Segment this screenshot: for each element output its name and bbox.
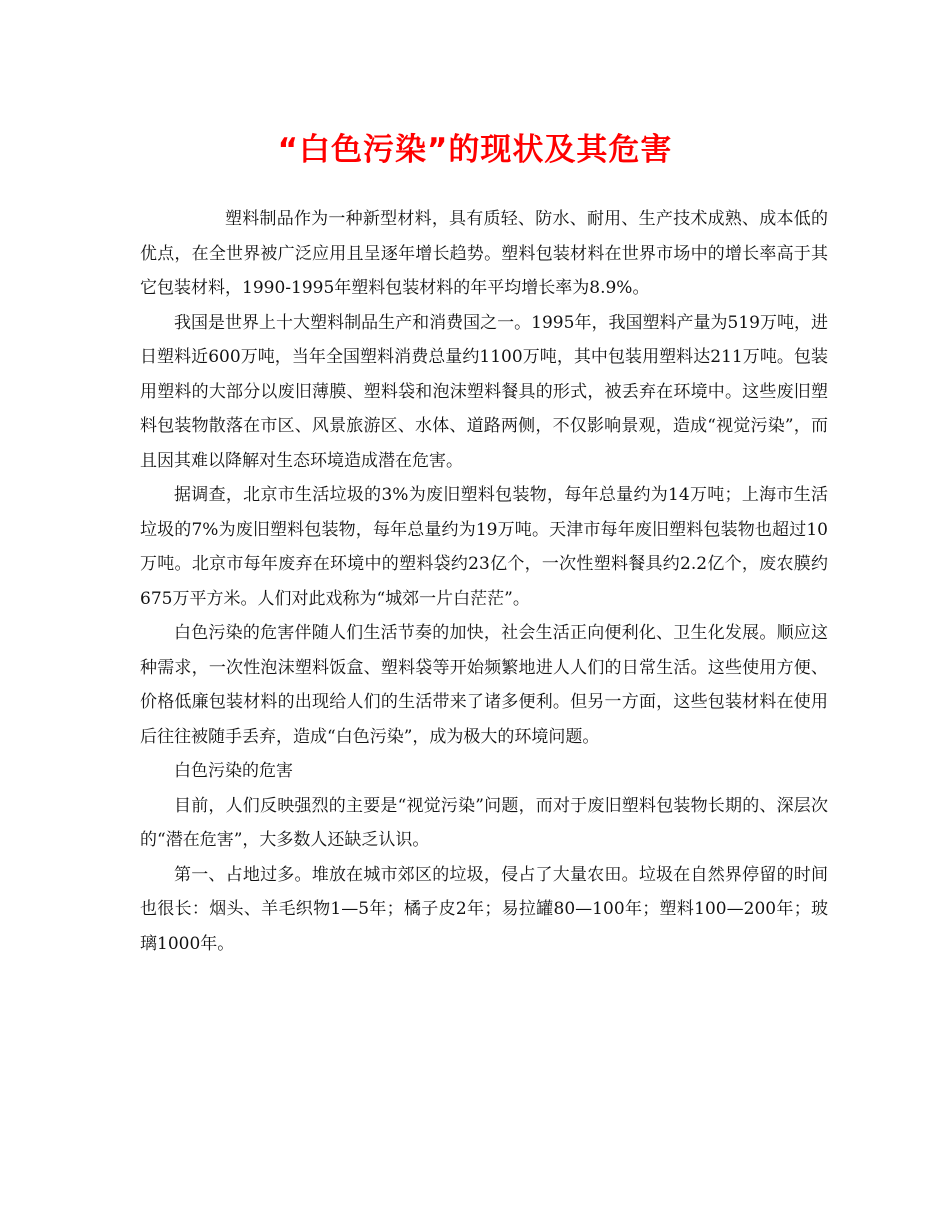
paragraph-plastic-materials: 塑料制品作为一种新型材料，具有质轻、防水、耐用、生产技术成熟、成本低的优点，在全世界被广泛应用且呈逐年增长趋势。塑料包装材料在世界市场中的增长率高于其它包装材料，1990-1995年塑料包装材料的年平均增长率为8.9%。 (140, 209, 828, 298)
paragraph-awareness: 目前，人们反映强烈的主要是“视觉污染”问题，而对于废旧塑料包装物长期的、深层次的“潜在危害”，大多数人还缺乏认识。 (140, 795, 828, 850)
paragraph-china-consumption: 我国是世界上十大塑料制品生产和消费国之一。1995年，我国塑料产量为519万吨，进日塑料近600万吨，当年全国塑料消费总量约1100万吨，其中包装用塑料达211万吨。包装用塑料的大部分以废旧薄膜、塑料袋和泡沫塑料餐具的形式，被丢弃在环境中。这些废旧塑料包装物散落在市区、风景旅游区、水体、道路两侧，不仅影响景观，造成“视觉污染”，而且因其难以降解对生态环境造成潜在危害。 (140, 312, 828, 471)
section-heading-harm: 白色污染的危害 (174, 761, 293, 781)
paragraph-harm-intro: 白色污染的危害伴随人们生活节奏的加快，社会生活正向便利化、卫生化发展。顺应这种需求，一次性泡沫塑料饭盒、塑料袋等开始频繁地进人人们的日常生活。这些使用方便、价格低廉包装材料的出现给人们的生活带来了诸多便利。但另一方面，这些包装材料在使用后往往被随手丢弃，造成“白色污染”，成为极大的环境问题。 (140, 623, 828, 747)
document-title: “白色污染”的现状及其危害 (277, 132, 673, 168)
paragraph-land-use: 第一、占地过多。堆放在城市郊区的垃圾，侵占了大量农田。垃圾在自然界停留的时间也很长：烟头、羊毛织物1—5年；橘子皮2年；易拉罐80—100年；塑料100—200年；玻璃1000年。 (140, 864, 828, 954)
paragraph-survey: 据调查，北京市生活垃圾的3%为废旧塑料包装物，每年总量约为14万吨；上海市生活垃圾的7%为废旧塑料包装物，每年总量约为19万吨。天津市每年废旧塑料包装物也超过10万吨。北京市每年废弃在环境中的塑料袋约23亿个，一次性塑料餐具约2.2亿个，废农膜约675万平方米。人们对此戏称为“城郊一片白茫茫”。 (140, 485, 828, 609)
document-body (140, 202, 828, 961)
